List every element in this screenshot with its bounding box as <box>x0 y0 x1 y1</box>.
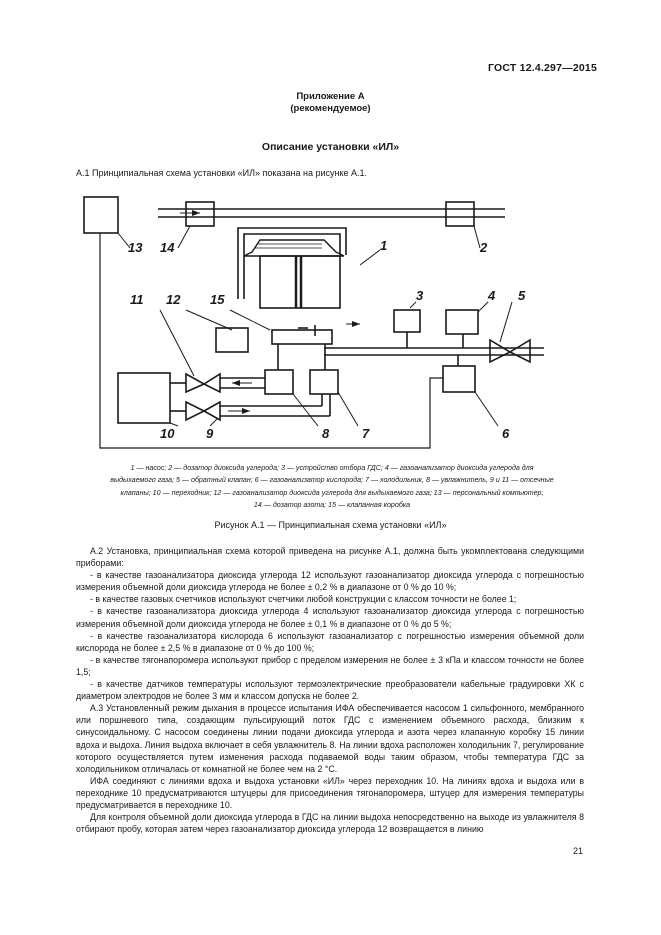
paragraph: ИФА соединяют с линиями вдоха и выдоха установки «ИЛ» через переходник 10. На линиях вдоха и выдоха или в переходнике 10 предусматриваются штуцеры для присоединения тягонапоромера, штуцер для измерения температуры предусматривается в переходнике 10. <box>76 775 584 810</box>
label-1: 1 <box>380 238 388 253</box>
appendix-title: Приложение А <box>296 91 365 102</box>
label-10: 10 <box>160 426 175 441</box>
label-6: 6 <box>502 426 510 441</box>
paragraph: Для контроля объемной доли диоксида углерода в ГДС на линии выдоха непосредственно на выходе из увлажнителя 8 отбирают пробу, которая затем через газоанализатор диоксида углерода 12 возвращается в линию <box>76 812 584 835</box>
sampling-device-box <box>394 310 420 332</box>
valve-box <box>272 330 332 344</box>
nitrogen-doser-box <box>186 202 214 226</box>
adapter-box <box>118 373 170 423</box>
pump-housing <box>238 228 346 299</box>
co2-doser-box <box>446 202 474 226</box>
cooler-box <box>310 370 338 394</box>
check-valve-5 <box>490 340 530 362</box>
label-3: 3 <box>416 288 424 303</box>
figure-caption: Рисунок А.1 — Принципиальная схема установки «ИЛ» <box>214 520 447 530</box>
label-8: 8 <box>322 426 330 441</box>
list-item: - в качестве тягонапоромера используют прибор с пределом измерения не более ± 3 кПа и классом точности не более 1,5; <box>76 654 584 677</box>
humidifier-box <box>265 370 293 394</box>
label-13: 13 <box>128 240 143 255</box>
appendix-heading <box>0 91 661 115</box>
valve-11 <box>186 374 220 392</box>
legend-line: 1 — насос; 2 — дозатор диоксида углерода; 3 — устройство отбора ГДС; 4 — газоанализатор диоксида углерода для <box>130 464 534 472</box>
legend-line: выдыхаемого газа; 5 — обратный клапан; 6 — газоанализатор кислорода; 7 — холодильник, 8 — увлажнитель, 9 и 11 — отсечные <box>110 476 554 485</box>
label-5: 5 <box>518 288 526 303</box>
section-title: Описание установки «ИЛ» <box>261 141 400 153</box>
label-4: 4 <box>488 288 496 303</box>
list-item: - в качестве газоанализатора диоксида углерода 12 используют газоанализатор диоксида углерода с погрешностью измерения объемной доли диоксида углерода не более ± 0,2 % в диапазоне от 0 % до 10 %; <box>76 570 584 593</box>
computer-box <box>84 197 118 233</box>
co2-analyser-4-box <box>446 310 478 334</box>
label-7: 7 <box>362 426 370 441</box>
page-number: 21 <box>572 846 583 856</box>
legend-line: клапаны; 10 — переходник; 12 — газоанализатор диоксида углерода для выдыхаемого газа; 13 — персональный компьютер; <box>120 488 544 497</box>
label-14: 14 <box>160 240 175 255</box>
co2-analyser-12-box <box>216 328 248 352</box>
schematic-diagram <box>60 180 590 465</box>
oxygen-analyser-box <box>443 366 475 392</box>
list-item: - в качестве датчиков температуры используют термоэлектрические преобразователи кабельные градуировки ХК с диаметром электродов не более 3 мм и классом допуска не более 2. <box>76 679 584 702</box>
label-11: 11 <box>130 292 144 307</box>
body-text <box>76 545 584 835</box>
list-item: - в качестве газоанализатора диоксида углерода 4 используют газоанализатор диоксида углерода с погрешностью измерения объемной доли диоксида углерода не более ± 0,1 % в диапазоне от 0 % до 5 %; <box>76 606 584 629</box>
intro-paragraph: А.1 Принципиальная схема установки «ИЛ» показана на рисунке А.1. <box>76 168 368 178</box>
standard-number: ГОСТ 12.4.297—2015 <box>488 62 597 74</box>
figure-legend <box>72 462 592 511</box>
legend-line: 14 — дозатор азота; 15 — клапанная коробка <box>253 500 411 509</box>
label-2: 2 <box>480 240 488 255</box>
list-item: - в качестве газоанализатора кислорода 6 используют газоанализатор с погрешностью измерения объемной доли кислорода не более ± 2,5 % в диапазоне от 0 % до 100 %; <box>76 630 584 653</box>
label-12: 12 <box>166 292 181 307</box>
appendix-subtitle: (рекомендуемое) <box>290 103 371 114</box>
label-15: 15 <box>210 292 225 307</box>
paragraph: А.3 Установленный режим дыхания в процессе испытания ИФА обеспечивается насосом 1 сильфонного, мембранного или поршневого типа, создающим пульсирующий поток ГДС с изменением объемного расхода, близким к синусоидальному. С насосом соединены линии подачи диоксида углерода и азота через клапанную коробку 15 линии вдоха и выдоха. Линия выдоха включает в себя увлажнитель 8. На линии вдоха расположен холодильник 7, регулирование которого осуществляется путем изменения расхода подаваемой воды таким образом, чтобы температура ГДС за холодильником отличалась от комнатной не более чем на 2 °С. <box>76 703 584 774</box>
paragraph: А.2 Установка, принципиальная схема которой приведена на рисунке А.1, должна быть укомплектована следующими приборами: <box>76 546 584 569</box>
valve-9 <box>186 402 220 420</box>
list-item: - в качестве газовых счетчиков используют счетчики любой конструкции с классом точности не более 1; <box>90 594 517 605</box>
label-9: 9 <box>206 426 214 441</box>
